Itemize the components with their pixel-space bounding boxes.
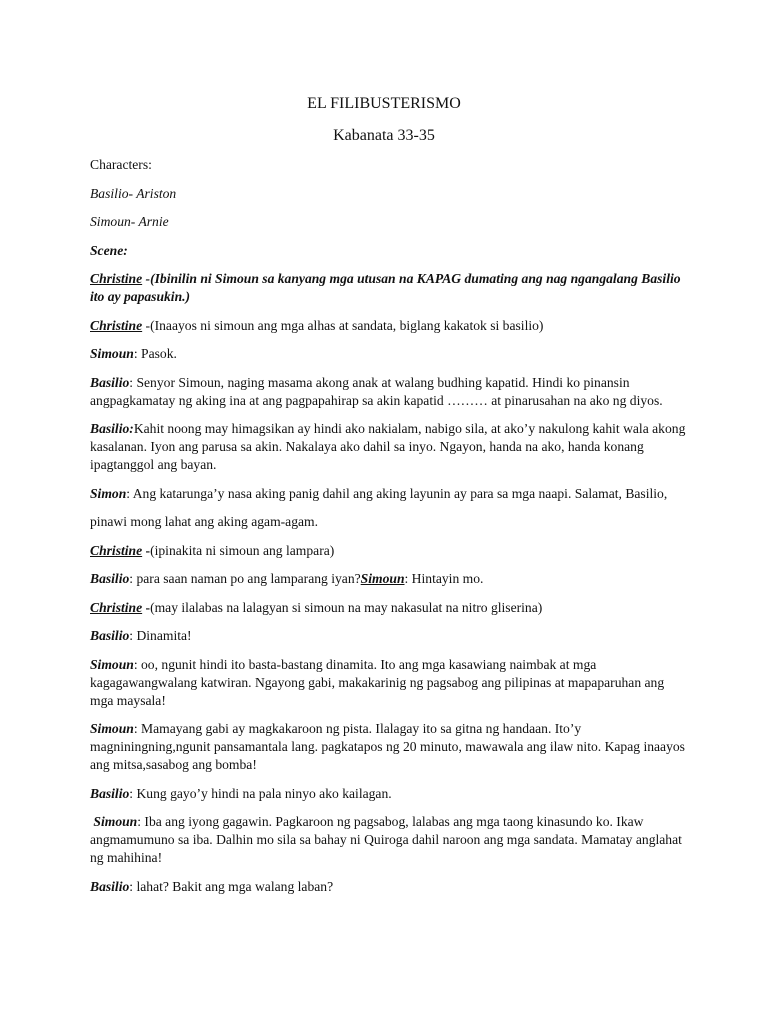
script-line bbox=[90, 374, 690, 410]
speaker-name: Basilio bbox=[90, 785, 130, 801]
speaker-name: Christine bbox=[90, 599, 143, 615]
speaker-separator: : bbox=[133, 346, 138, 361]
line-text: (Inaayos ni simoun ang mga alhas at sandata, biglang kakatok si basilio) bbox=[150, 317, 544, 333]
speaker-separator: - bbox=[142, 271, 151, 286]
speaker-separator: : bbox=[129, 421, 134, 436]
speaker-name: Christine bbox=[90, 317, 143, 333]
script-line bbox=[90, 878, 690, 896]
line-text: Kung gayo’y hindi na pala ninyo ako kailagan. bbox=[133, 785, 392, 801]
speaker-separator: : bbox=[129, 628, 134, 643]
line-text: (ipinakita ni simoun ang lampara) bbox=[150, 542, 335, 558]
speaker-name: Simoun bbox=[93, 814, 138, 829]
speaker-separator: : bbox=[129, 878, 134, 894]
line-text: (Ibinilin ni Simoun sa kanyang mga utusan na KAPAG dumating ang nag ngangalang Basilio ito ay papasukin.) bbox=[90, 271, 681, 304]
script-line bbox=[90, 542, 690, 560]
speaker-name: Basilio bbox=[90, 571, 130, 586]
speaker-name: Basilio bbox=[90, 878, 130, 894]
speaker-name: Christine bbox=[90, 542, 143, 558]
characters-heading: Characters: bbox=[90, 157, 152, 172]
script-line bbox=[90, 570, 690, 588]
speaker-name: Simon bbox=[90, 485, 127, 501]
speaker-separator: - bbox=[142, 317, 151, 333]
scene-heading: Scene: bbox=[90, 242, 128, 258]
speaker-separator: : bbox=[404, 571, 409, 586]
speaker-name: Basilio bbox=[90, 628, 130, 643]
document-title: EL FILIBUSTERISMO bbox=[307, 95, 461, 112]
speaker-name: Christine bbox=[90, 271, 143, 286]
line-text: Kahit noong may himagsikan ay hindi ako nakialam, nabigo sila, at ako’y nakulong kahit wala akong kasalanan. Iyon ang parusa sa akin. Nakalaya ako dahil sa inyo. Ngayon, handa na ako, handa konang ipagtanggol ang bayan. bbox=[90, 421, 686, 472]
speaker-name: Simoun bbox=[360, 571, 405, 586]
document-subtitle: Kabanata 33-35 bbox=[333, 127, 435, 144]
line-text: lahat? Bakit ang mga walang laban? bbox=[133, 878, 334, 894]
character-entry: Simoun- Arnie bbox=[90, 214, 169, 229]
line-text: Pasok. bbox=[137, 346, 177, 361]
script-line bbox=[90, 785, 690, 803]
line-text: Ang katarunga’y nasa aking panig dahil ang aking layunin ay para sa mga naapi. Salamat, Basilio, bbox=[130, 485, 668, 501]
script-line bbox=[90, 317, 690, 335]
line-text: Mamayang gabi ay magkakaroon ng pista. Ilalagay ito sa gitna ng handaan. Ito’y magniningning,ngunit pansamantala lang. pagkatapos ng 20 minuto, mawawala ang ilaw nito. Kapag inaayos ang mitsa,sasabog ang bomba! bbox=[90, 721, 685, 772]
speaker-name: Simoun bbox=[90, 721, 134, 736]
speaker-name: Basilio bbox=[90, 421, 130, 436]
script-line bbox=[90, 627, 690, 645]
line-text: oo, ngunit hindi ito basta-bastang dinamita. Ito ang mga kasawiang naimbak at mga kagagawangwalang katwiran. Ngayong gabi, makakarinig ng pagsabog ang pilipinas at mapaparuhan ang mga maysala! bbox=[90, 656, 665, 708]
line-text: pinawi mong lahat ang aking agam-agam. bbox=[90, 514, 319, 529]
speaker-name: Basilio bbox=[90, 374, 130, 390]
character-entry: Basilio- Ariston bbox=[90, 185, 177, 201]
script-line bbox=[90, 720, 690, 774]
script-line bbox=[90, 270, 690, 306]
speaker-separator: : bbox=[126, 485, 131, 501]
speaker-separator: - bbox=[142, 542, 151, 558]
line-text: Senyor Simoun, naging masama akong anak at walang budhing kapatid. Hindi ko pinansin angpagkamatay ng aking ina at ang pagpapahirap sa akin kapatid ……… at pinarusahan na ako ng diyos. bbox=[90, 374, 663, 408]
line-text: Iba ang iyong gagawin. Pagkaroon ng pagsabog, lalabas ang mga taong kinasundo ko. Ikaw angmamumuno sa iba. Dalhin mo sila sa bahay ni Quiroga dahil naroon ang mga sandata. Mamatay anglahat ng mahihina! bbox=[90, 814, 682, 865]
line-text: Hintayin mo. bbox=[408, 571, 484, 586]
speaker-name: Simoun bbox=[90, 346, 134, 361]
script-line bbox=[90, 813, 690, 867]
speaker-separator: : bbox=[129, 785, 134, 801]
script-line bbox=[90, 485, 690, 503]
script-line bbox=[90, 513, 690, 531]
speaker-separator: : bbox=[137, 814, 142, 829]
line-text: para saan naman po ang lamparang iyan? bbox=[133, 571, 361, 586]
script-line bbox=[90, 420, 690, 474]
speaker-separator: : bbox=[133, 656, 138, 672]
speaker-separator: : bbox=[129, 571, 134, 586]
script-line bbox=[90, 345, 690, 363]
script-line bbox=[90, 656, 690, 710]
speaker-separator: - bbox=[142, 599, 151, 615]
line-text: Dinamita! bbox=[133, 628, 192, 643]
line-text: (may ilalabas na lalagyan si simoun na may nakasulat na nitro gliserina) bbox=[150, 599, 543, 615]
speaker-separator: : bbox=[129, 374, 134, 390]
script-line bbox=[90, 599, 690, 617]
speaker-separator: : bbox=[133, 721, 138, 736]
speaker-name: Simoun bbox=[90, 656, 134, 672]
document-body bbox=[90, 156, 690, 906]
